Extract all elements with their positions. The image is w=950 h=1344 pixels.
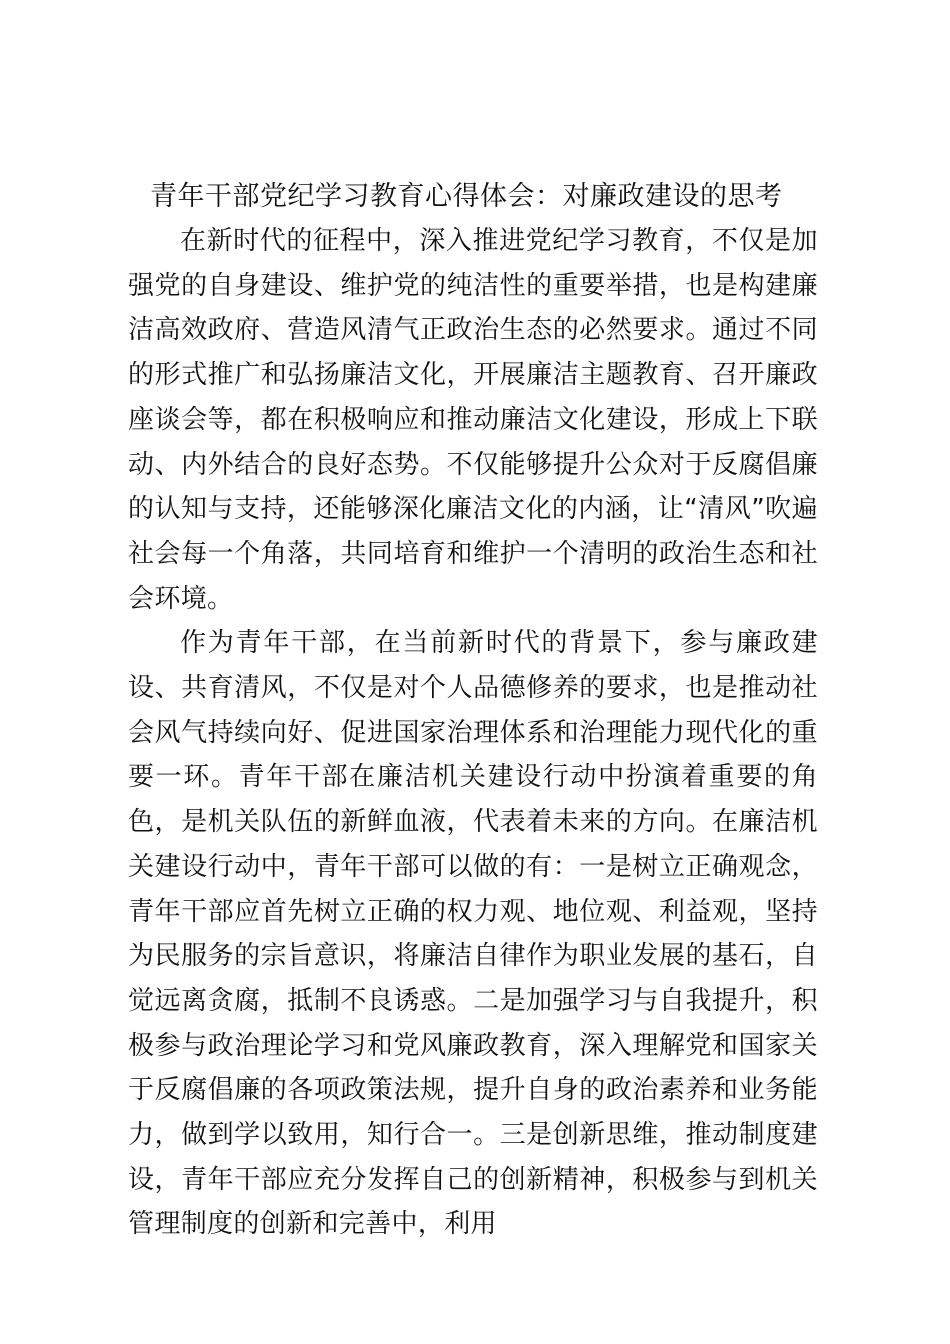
paragraph-2: 作为青年干部，在当前新时代的背景下，参与廉政建设、共育清风，不仅是对个人品德修养的要求，也是推动社会风气持续向好、促进国家治理体系和治理能力现代化的重要一环。青年干部在廉洁机关建设行动中扮演着重要的角色，是机关队伍的新鲜血液，代表着未来的方向。在廉洁机关建设行动中，青年干部可以做的有：一是树立正确观念，青年干部应首先树立正确的权力观、地位观、利益观，坚持为民服务的宗旨意识，将廉洁自律作为职业发展的基石，自觉远离贪腐，抵制不良诱惑。二是加强学习与自我提升，积极参与政治理论学习和党风廉政教育，深入理解党和国家关于反腐倡廉的各项政策法规，提升自身的政治素养和业务能力，做到学以致用，知行合一。三是创新思维，推动制度建设，青年干部应充分发挥自己的创新精神，积极参与到机关管理制度的创新和完善中，利用 [128, 628, 818, 1240]
paragraph-1: 在新时代的征程中，深入推进党纪学习教育，不仅是加强党的自身建设、维护党的纯洁性的重要举措，也是构建廉洁高效政府、营造风清气正政治生态的必然要求。通过不同的形式推广和弘扬廉洁文化，开展廉洁主题教育、召开廉政座谈会等，都在积极响应和推动廉洁文化建设，形成上下联动、内外结合的良好态势。不仅能够提升公众对于反腐倡廉的认知与支持，还能够深化廉洁文化的内涵，让“清风”吹遍社会每一个角落，共同培育和维护一个清明的政治生态和社会环境。 [128, 226, 818, 614]
document-body [128, 174, 818, 1247]
document-title: 青年干部党纪学习教育心得体会：对廉政建设的思考 [150, 181, 783, 212]
